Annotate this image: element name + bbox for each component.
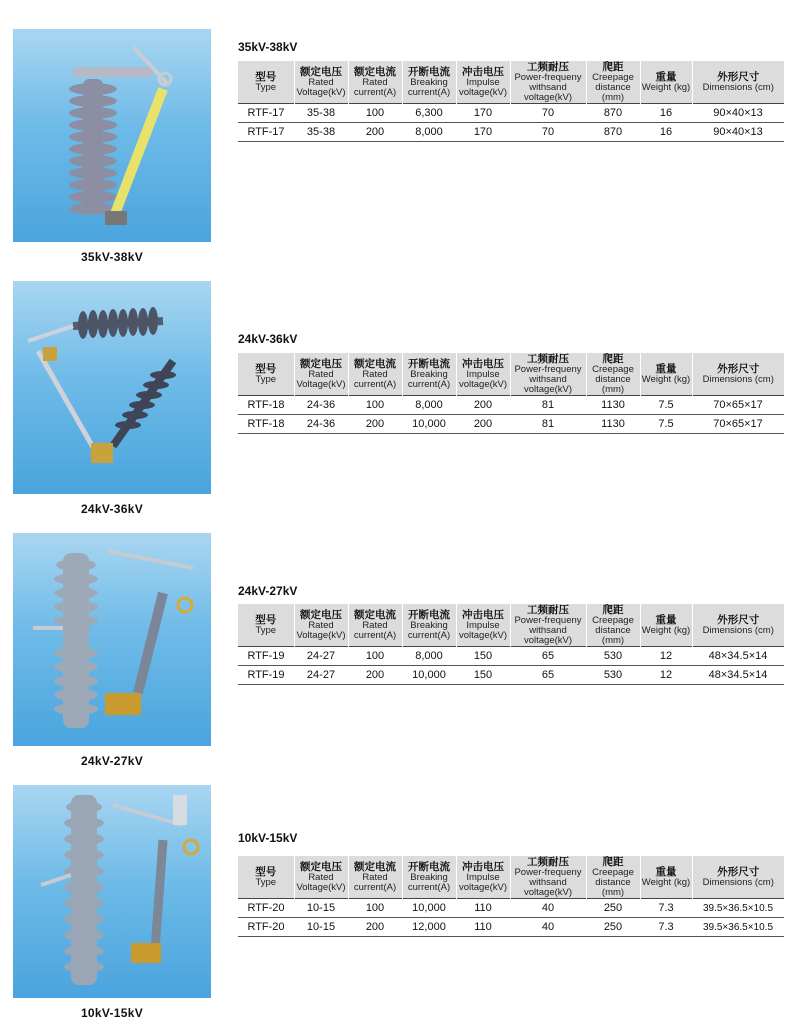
header-rated-current: 额定电流 Rated current(A) [348, 604, 402, 647]
header-type: 型号 Type [238, 604, 294, 647]
table-row [238, 396, 784, 415]
cell-type: RTF-20 [238, 899, 294, 918]
header-type: 型号 Type [238, 856, 294, 899]
cell-rated-current: 100 [348, 396, 402, 415]
header-type: 型号 Type [238, 353, 294, 396]
fuse-cutout-photo-10-15kv [13, 785, 211, 998]
table-header-row [238, 61, 784, 104]
cell-weight: 16 [640, 104, 692, 123]
cell-impulse-voltage: 170 [456, 104, 510, 123]
cell-type: RTF-19 [238, 647, 294, 666]
header-rated-voltage: 额定电压 Rated Voltage(kV) [294, 856, 348, 899]
header-impulse-voltage: 冲击电压 Impulse voltage(kV) [456, 61, 510, 104]
cell-rated-current: 100 [348, 647, 402, 666]
cell-creepage: 1130 [586, 396, 640, 415]
header-rated-current: 额定电流 Rated current(A) [348, 353, 402, 396]
cell-power-frequency: 81 [510, 396, 586, 415]
cell-type: RTF-17 [238, 123, 294, 142]
cell-weight: 7.3 [640, 918, 692, 937]
cell-rated-voltage: 35-38 [294, 123, 348, 142]
header-weight: 重量 Weight (kg) [640, 61, 692, 104]
cell-rated-current: 100 [348, 104, 402, 123]
photo-caption: 24kV-36kV [80, 502, 144, 516]
cell-rated-current: 200 [348, 123, 402, 142]
cell-breaking-current: 12,000 [402, 918, 456, 937]
cell-breaking-current: 8,000 [402, 123, 456, 142]
table-title: 24kV-36kV [238, 332, 298, 346]
table-row [238, 415, 784, 434]
cell-type: RTF-18 [238, 396, 294, 415]
cell-dimensions: 90×40×13 [692, 104, 784, 123]
cell-impulse-voltage: 200 [456, 415, 510, 434]
cell-creepage: 870 [586, 123, 640, 142]
cell-rated-current: 200 [348, 918, 402, 937]
cell-dimensions: 70×65×17 [692, 415, 784, 434]
table-row [238, 899, 784, 918]
table-title: 10kV-15kV [238, 831, 298, 845]
cell-rated-voltage: 24-27 [294, 666, 348, 685]
table-header-row [238, 353, 784, 396]
cell-impulse-voltage: 170 [456, 123, 510, 142]
cell-breaking-current: 6,300 [402, 104, 456, 123]
header-dimensions: 外形尺寸 Dimensions (cm) [692, 604, 784, 647]
table-header-row [238, 604, 784, 647]
header-rated-voltage: 额定电压 Rated Voltage(kV) [294, 61, 348, 104]
cell-creepage: 1130 [586, 415, 640, 434]
header-type: 型号 Type [238, 61, 294, 104]
header-weight: 重量 Weight (kg) [640, 353, 692, 396]
cell-rated-voltage: 10-15 [294, 899, 348, 918]
table-row [238, 647, 784, 666]
cell-creepage: 250 [586, 918, 640, 937]
cell-impulse-voltage: 200 [456, 396, 510, 415]
header-impulse-voltage: 冲击电压 Impulse voltage(kV) [456, 856, 510, 899]
header-power-frequency: 工频耐压 Power-frequeny withsand voltage(kV) [510, 856, 586, 899]
cell-breaking-current: 8,000 [402, 647, 456, 666]
header-dimensions: 外形尺寸 Dimensions (cm) [692, 61, 784, 104]
product-section-2 [0, 281, 800, 531]
header-creepage: 爬距 Creepage distance (mm) [586, 61, 640, 104]
cell-weight: 7.5 [640, 415, 692, 434]
cell-breaking-current: 8,000 [402, 396, 456, 415]
cell-dimensions: 48×34.5×14 [692, 647, 784, 666]
header-power-frequency: 工频耐压 Power-frequeny withsand voltage(kV) [510, 353, 586, 396]
cell-rated-voltage: 10-15 [294, 918, 348, 937]
cell-rated-voltage: 35-38 [294, 104, 348, 123]
header-rated-voltage: 额定电压 Rated Voltage(kV) [294, 604, 348, 647]
header-breaking-current: 开断电流 Breaking current(A) [402, 353, 456, 396]
cell-weight: 7.3 [640, 899, 692, 918]
table-title: 24kV-27kV [238, 584, 298, 598]
cell-creepage: 530 [586, 647, 640, 666]
table-row [238, 666, 784, 685]
cell-breaking-current: 10,000 [402, 666, 456, 685]
cell-breaking-current: 10,000 [402, 415, 456, 434]
header-rated-current: 额定电流 Rated current(A) [348, 61, 402, 104]
cell-rated-voltage: 24-27 [294, 647, 348, 666]
table-row [238, 918, 784, 937]
header-breaking-current: 开断电流 Breaking current(A) [402, 604, 456, 647]
cell-rated-current: 200 [348, 666, 402, 685]
spec-table [238, 856, 784, 937]
table-row [238, 123, 784, 142]
spec-table [238, 61, 784, 142]
cell-impulse-voltage: 150 [456, 666, 510, 685]
cell-power-frequency: 40 [510, 899, 586, 918]
cell-dimensions: 39.5×36.5×10.5 [692, 899, 784, 918]
fuse-cutout-photo-24-27kv [13, 533, 211, 746]
header-rated-voltage: 额定电压 Rated Voltage(kV) [294, 353, 348, 396]
cell-power-frequency: 40 [510, 918, 586, 937]
photo-caption: 10kV-15kV [80, 1006, 144, 1020]
cell-impulse-voltage: 150 [456, 647, 510, 666]
cell-dimensions: 70×65×17 [692, 396, 784, 415]
header-impulse-voltage: 冲击电压 Impulse voltage(kV) [456, 353, 510, 396]
header-dimensions: 外形尺寸 Dimensions (cm) [692, 353, 784, 396]
header-creepage: 爬距 Creepage distance (mm) [586, 856, 640, 899]
table-row [238, 104, 784, 123]
cell-creepage: 530 [586, 666, 640, 685]
header-impulse-voltage: 冲击电压 Impulse voltage(kV) [456, 604, 510, 647]
cell-type: RTF-18 [238, 415, 294, 434]
product-section-1 [0, 29, 800, 279]
cell-impulse-voltage: 110 [456, 899, 510, 918]
product-section-3 [0, 533, 800, 783]
fuse-cutout-photo-24-36kv [13, 281, 211, 494]
cell-power-frequency: 81 [510, 415, 586, 434]
cell-weight: 12 [640, 666, 692, 685]
photo-caption: 24kV-27kV [80, 754, 144, 768]
product-section-4 [0, 785, 800, 1035]
cell-weight: 12 [640, 647, 692, 666]
cell-power-frequency: 70 [510, 123, 586, 142]
cell-type: RTF-17 [238, 104, 294, 123]
cell-rated-current: 200 [348, 415, 402, 434]
cell-weight: 16 [640, 123, 692, 142]
header-weight: 重量 Weight (kg) [640, 604, 692, 647]
cell-creepage: 250 [586, 899, 640, 918]
cell-dimensions: 48×34.5×14 [692, 666, 784, 685]
cell-dimensions: 39.5×36.5×10.5 [692, 918, 784, 937]
cell-power-frequency: 65 [510, 666, 586, 685]
header-rated-current: 额定电流 Rated current(A) [348, 856, 402, 899]
cell-power-frequency: 70 [510, 104, 586, 123]
cell-rated-voltage: 24-36 [294, 415, 348, 434]
cell-rated-current: 100 [348, 899, 402, 918]
table-header-row [238, 856, 784, 899]
fuse-cutout-photo-35kv [13, 29, 211, 242]
photo-caption: 35kV-38kV [80, 250, 144, 264]
spec-table [238, 604, 784, 685]
cell-weight: 7.5 [640, 396, 692, 415]
cell-type: RTF-20 [238, 918, 294, 937]
cell-power-frequency: 65 [510, 647, 586, 666]
header-power-frequency: 工频耐压 Power-frequeny withsand voltage(kV) [510, 604, 586, 647]
spec-table [238, 353, 784, 434]
header-creepage: 爬距 Creepage distance (mm) [586, 353, 640, 396]
cell-dimensions: 90×40×13 [692, 123, 784, 142]
header-creepage: 爬距 Creepage distance (mm) [586, 604, 640, 647]
cell-breaking-current: 10,000 [402, 899, 456, 918]
header-power-frequency: 工频耐压 Power-frequeny withsand voltage(kV) [510, 61, 586, 104]
header-dimensions: 外形尺寸 Dimensions (cm) [692, 856, 784, 899]
table-title: 35kV-38kV [238, 40, 298, 54]
header-breaking-current: 开断电流 Breaking current(A) [402, 856, 456, 899]
cell-rated-voltage: 24-36 [294, 396, 348, 415]
header-weight: 重量 Weight (kg) [640, 856, 692, 899]
cell-type: RTF-19 [238, 666, 294, 685]
cell-creepage: 870 [586, 104, 640, 123]
header-breaking-current: 开断电流 Breaking current(A) [402, 61, 456, 104]
cell-impulse-voltage: 110 [456, 918, 510, 937]
